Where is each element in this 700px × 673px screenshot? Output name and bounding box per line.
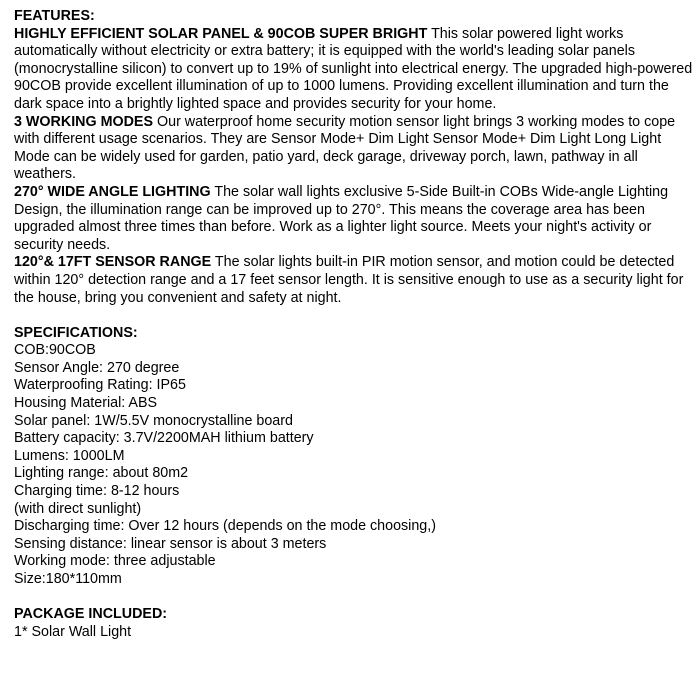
features-heading: FEATURES: [14, 8, 95, 24]
feature-text: The solar wall lights exclusive 5-Side Built-in COBs Wide-angle Lighting Design, the illumination range can be improved up to 270°. This means the coverage area has been upgraded almost three times than before. Work as a lighter light source. Meets your night's activity or security needs. [14, 183, 669, 253]
spec-line: Battery capacity: 3.7V/2200MAH lithium battery [14, 430, 314, 447]
specifications-heading: SPECIFICATIONS: [14, 324, 138, 341]
feature-title: 120°& 17FT SENSOR RANGE [14, 254, 212, 271]
feature-text: This solar powered light works automatically without electricity or extra battery; it is equipped with the world's leading solar panels (monocrystalline silicon) to convert up to 19% of sunlight into electrical energy. The upgraded high-powered 90COB provide excellent illumination of up to 1000 lumens. Providing excellent illumination and turn the dark space into a brightly lighted space and provides security for your home. [14, 25, 693, 112]
spec-line: Solar panel: 1W/5.5V monocrystalline board [14, 412, 293, 429]
feature-title: HIGHLY EFFICIENT SOLAR PANEL & 90COB SUPER BRIGHT [14, 25, 428, 42]
spec-line: (with direct sunlight) [14, 500, 142, 517]
spec-line: Size:180*110mm [14, 571, 122, 587]
spec-line: Housing Material: ABS [14, 395, 158, 412]
feature-item-wide-angle [14, 184, 694, 254]
package-heading: PACKAGE INCLUDED: [14, 606, 168, 623]
spec-line: Discharging time: Over 12 hours (depends on the mode choosing,) [14, 518, 436, 535]
feature-item-solar-panel [14, 26, 694, 114]
spec-line: Lighting range: about 80m2 [14, 465, 189, 482]
spec-line: Sensor Angle: 270 degree [14, 359, 180, 376]
feature-text: Our waterproof home security motion sensor light brings 3 working modes to cope with different usage scenarios. They are Sensor Mode+ Dim Light Sensor Mode+ Dim Light Long Light Mode can be widely used for garden, patio yard, deck garage, driveway porch, lawn, pathway in all weathers. [14, 113, 676, 183]
feature-title: 270° WIDE ANGLE LIGHTING [14, 183, 211, 200]
spec-line: Lumens: 1000LM [14, 447, 125, 464]
feature-item-sensor-range [14, 254, 694, 307]
section-gap [14, 589, 694, 607]
feature-title: 3 WORKING MODES [14, 113, 154, 130]
feature-item-working-modes [14, 114, 694, 184]
spec-line: COB:90COB [14, 342, 96, 359]
spec-line: Working mode: three adjustable [14, 553, 216, 570]
spec-line: Charging time: 8-12 hours [14, 483, 180, 500]
feature-text: The solar lights built-in PIR motion sensor, and motion could be detected within 120° detection range and a 17 feet sensor length. It is sensitive enough to use as a security light for the house, bring you convenient and safety at night. [14, 254, 684, 306]
section-gap [14, 307, 694, 325]
product-description [14, 8, 694, 641]
spec-line: Sensing distance: linear sensor is about 3 meters [14, 535, 327, 552]
package-line: 1* Solar Wall Light [14, 623, 132, 640]
spec-line: Waterproofing Rating: IP65 [14, 377, 186, 394]
